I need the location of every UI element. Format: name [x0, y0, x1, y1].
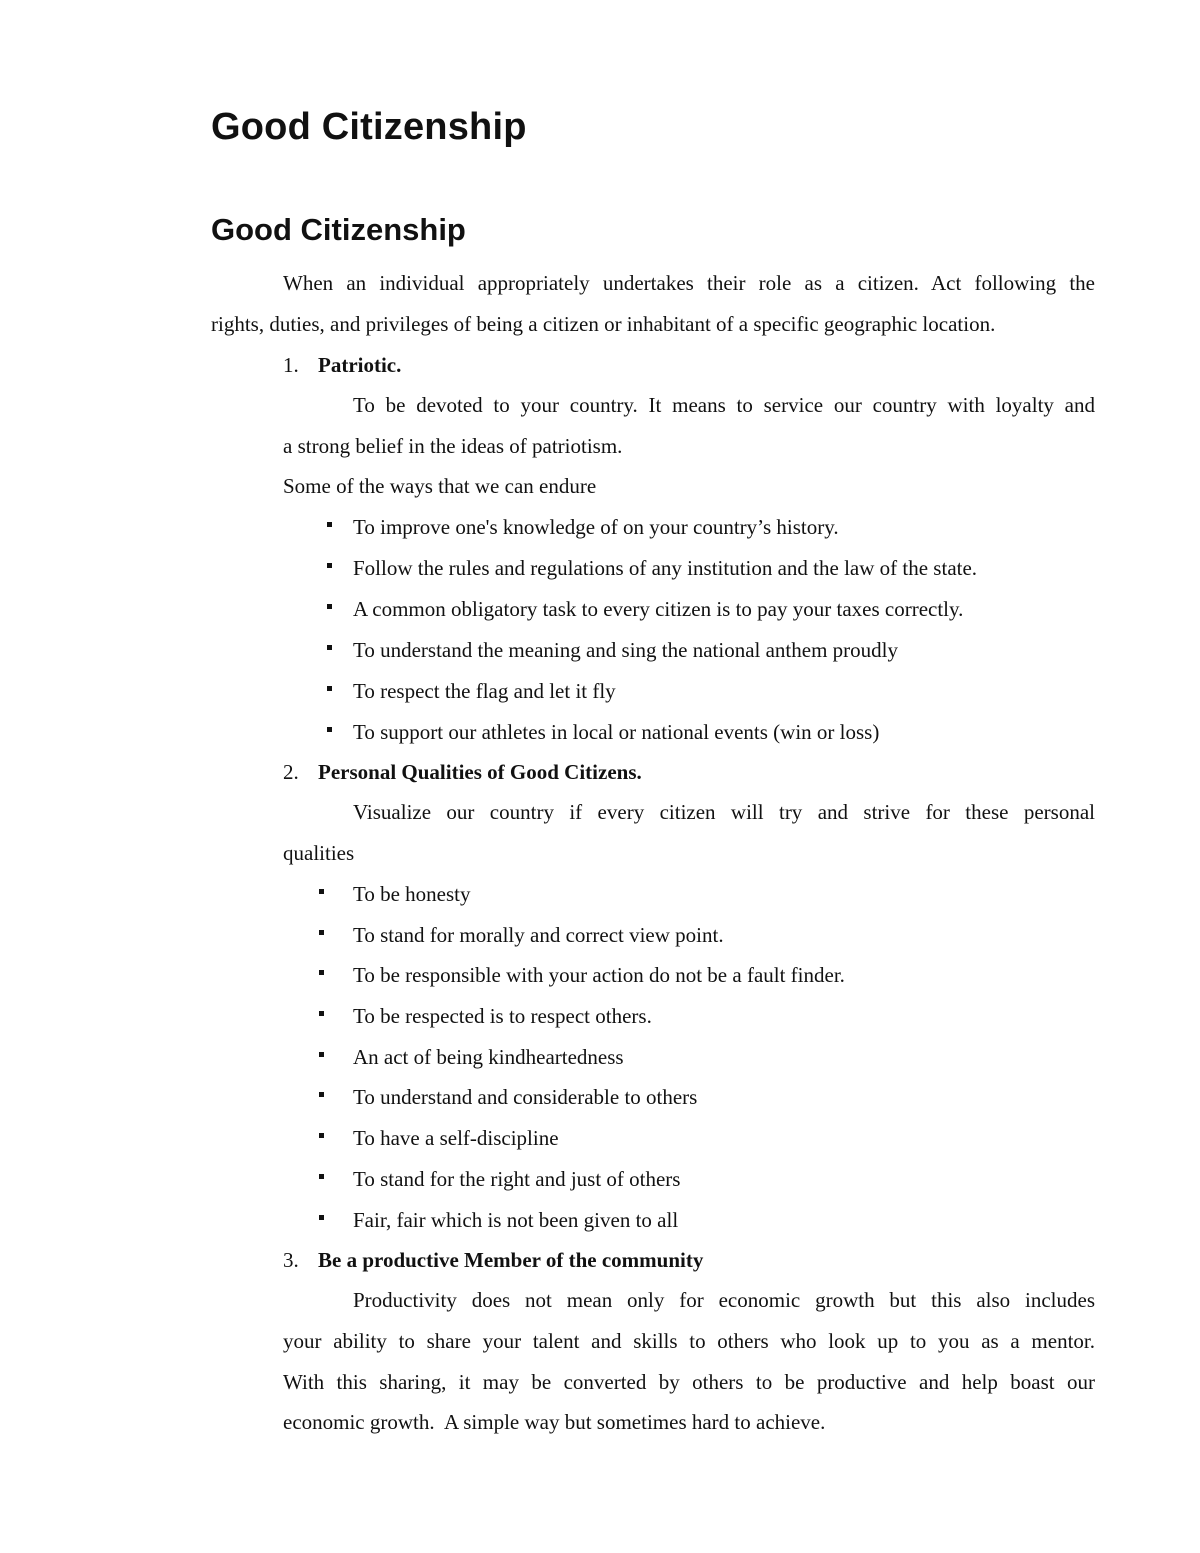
- list-item: To stand for the right and just of others: [353, 1167, 681, 1191]
- section-3-number: 3.: [283, 1248, 299, 1272]
- section-2-heading: Personal Qualities of Good Citizens.: [318, 760, 642, 784]
- list-item: To have a self-discipline: [353, 1126, 559, 1150]
- section-1-lead: Some of the ways that we can endure: [283, 474, 597, 498]
- section-3-para-line-3: With this sharing, it may be converted by others to be productive and help boast our: [283, 1370, 1095, 1394]
- list-item: To respect the flag and let it fly: [353, 679, 616, 703]
- bullet-marker: [319, 1092, 324, 1097]
- section-3-para-line-4: economic growth. A simple way but sometimes hard to achieve.: [283, 1410, 826, 1434]
- bullet-marker: [319, 1052, 324, 1057]
- list-item: To understand the meaning and sing the national anthem proudly: [353, 638, 898, 662]
- bullet-marker: [327, 522, 332, 527]
- section-1-para-line-1: To be devoted to your country. It means to service our country with loyalty and: [353, 393, 1095, 417]
- list-item: To support our athletes in local or national events (win or loss): [353, 720, 880, 744]
- bullet-marker: [319, 930, 324, 935]
- bullet-marker: [319, 889, 324, 894]
- section-heading: Good Citizenship: [211, 212, 466, 247]
- list-item: Fair, fair which is not been given to all: [353, 1208, 679, 1232]
- bullet-marker: [319, 970, 324, 975]
- bullet-marker: [319, 1133, 324, 1138]
- bullet-marker: [327, 563, 332, 568]
- bullet-marker: [327, 686, 332, 691]
- bullet-marker: [319, 1011, 324, 1016]
- bullet-marker: [319, 1174, 324, 1179]
- list-item: To stand for morally and correct view point.: [353, 923, 724, 947]
- bullet-marker: [327, 604, 332, 609]
- document-title: Good Citizenship: [211, 106, 527, 148]
- list-item: An act of being kindheartedness: [353, 1045, 624, 1069]
- section-1-heading: Patriotic.: [318, 353, 402, 377]
- section-3-para-line-1: Productivity does not mean only for economic growth but this also includes: [353, 1288, 1095, 1312]
- intro-line-2: rights, duties, and privileges of being a citizen or inhabitant of a specific geographic location.: [211, 312, 996, 336]
- bullet-marker: [327, 645, 332, 650]
- list-item: To be responsible with your action do not be a fault finder.: [353, 963, 845, 987]
- section-3-para-line-2: your ability to share your talent and skills to others who look up to you as a mentor.: [283, 1329, 1095, 1353]
- section-1-number: 1.: [283, 353, 299, 377]
- bullet-marker: [327, 727, 332, 732]
- section-3-heading: Be a productive Member of the community: [318, 1248, 704, 1272]
- bullet-marker: [319, 1215, 324, 1220]
- list-item: To be respected is to respect others.: [353, 1004, 652, 1028]
- list-item: Follow the rules and regulations of any institution and the law of the state.: [353, 556, 978, 580]
- list-item: To improve one's knowledge of on your country’s history.: [353, 515, 839, 539]
- list-item: A common obligatory task to every citizen is to pay your taxes correctly.: [353, 597, 964, 621]
- intro-line-1: When an individual appropriately undertakes their role as a citizen. Act following the: [283, 271, 1095, 295]
- section-2-para-line-1: Visualize our country if every citizen will try and strive for these personal: [353, 800, 1095, 824]
- section-2-para-line-2: qualities: [283, 841, 355, 865]
- list-item: To be honesty: [353, 882, 471, 906]
- section-2-number: 2.: [283, 760, 299, 784]
- section-1-para-line-2: a strong belief in the ideas of patriotism.: [283, 434, 623, 458]
- list-item: To understand and considerable to others: [353, 1085, 698, 1109]
